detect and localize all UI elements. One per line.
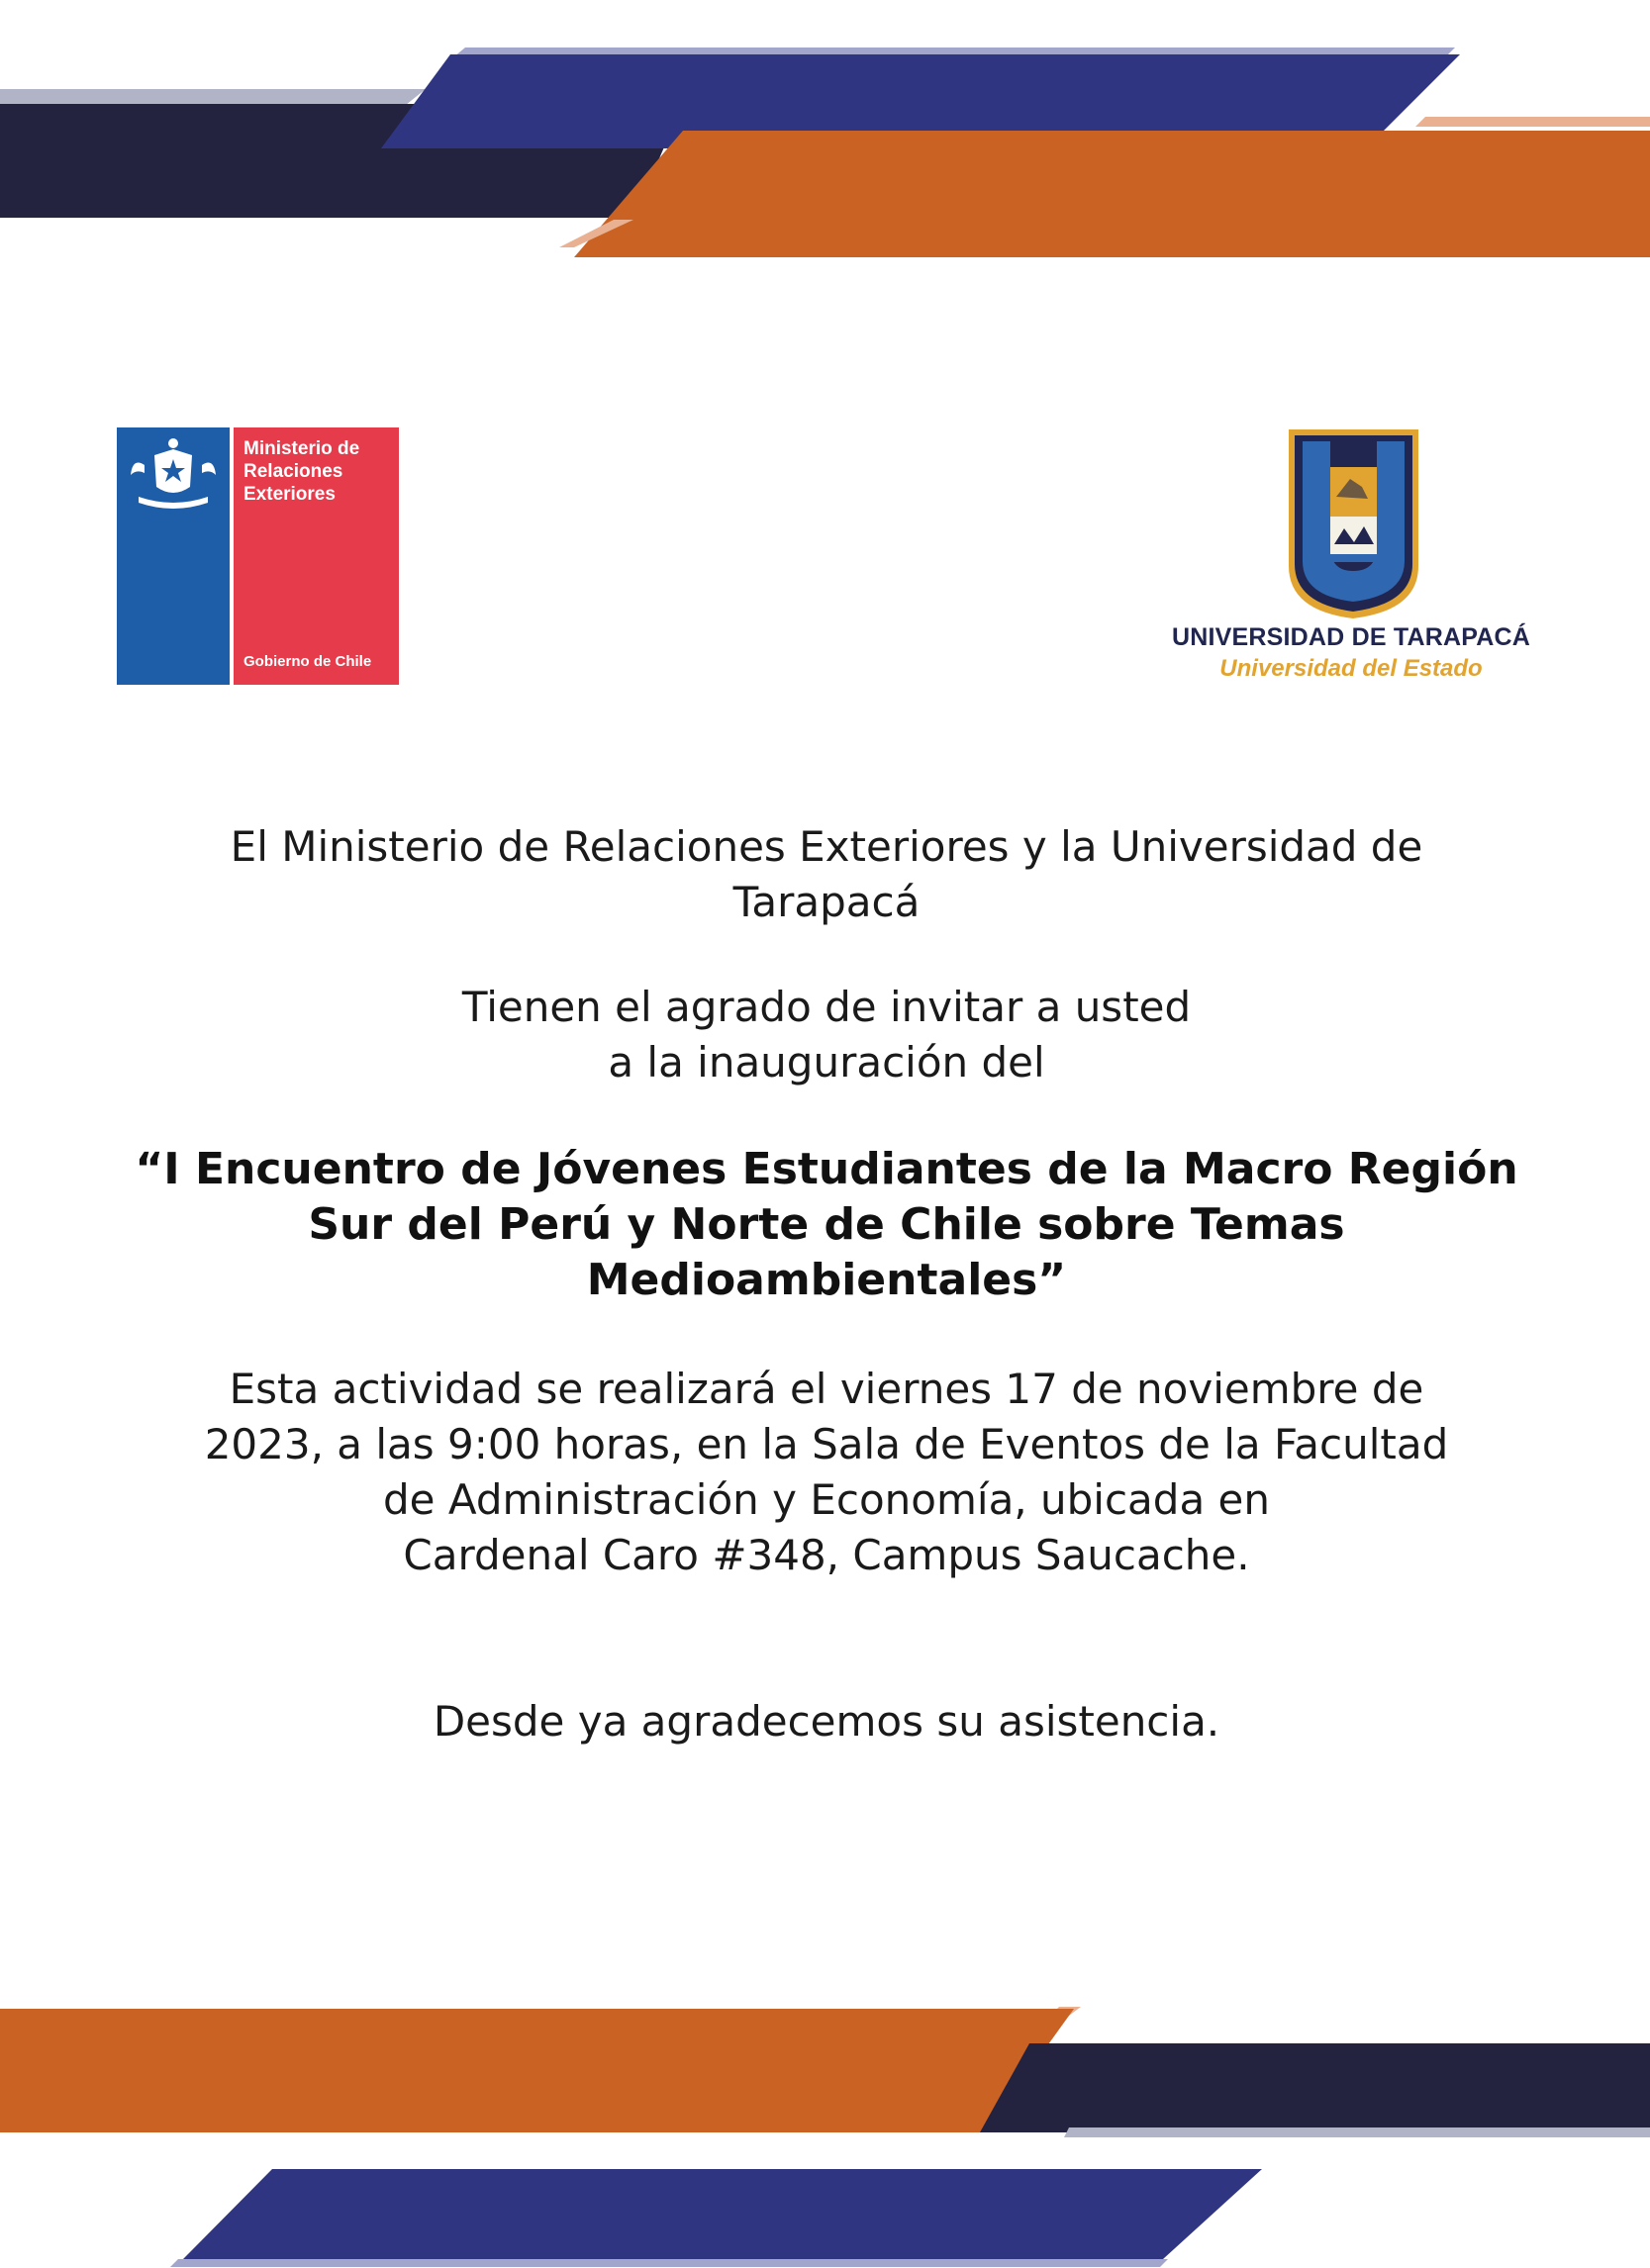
university-subtitle: Universidad del Estado [1219,655,1483,682]
event-title-line: “I Encuentro de Jóvenes Estudiantes de la Macro Región [135,1144,1518,1194]
details-line: Esta actividad se realizará el viernes 17 de noviembre de [229,1365,1424,1413]
event-details [119,1362,1534,1583]
event-title-line: Medioambientales” [586,1255,1067,1305]
bottom-decorative-bands [0,1989,1650,2268]
event-title-line: Sur del Perú y Norte de Chile sobre Temas [308,1199,1345,1250]
university-shield-icon [1287,427,1420,620]
hosts-paragraph [119,819,1534,930]
university-logo [1168,427,1544,685]
details-line: Cardenal Caro #348, Campus Saucache. [403,1531,1250,1579]
details-line: 2023, a las 9:00 horas, en la Sala de Eventos de la Facultad [204,1420,1449,1468]
invite-paragraph [119,980,1534,1090]
event-title [119,1142,1534,1308]
hosts-line: Tarapacá [732,878,921,926]
university-name: UNIVERSIDAD DE TARAPACÁ [1171,623,1531,651]
ministry-logo [117,427,399,685]
government-label: Gobierno de Chile [243,653,372,670]
invite-line: a la inauguración del [608,1038,1045,1087]
closing-line: Desde ya agradecemos su asistencia. [433,1697,1220,1746]
top-decorative-bands [0,0,1650,267]
chile-coat-of-arms-icon [125,435,222,515]
closing-paragraph [119,1694,1534,1749]
ministry-name: Ministerio de Relaciones Exteriores [243,438,360,505]
invite-line: Tienen el agrado de invitar a usted [461,983,1192,1031]
details-line: de Administración y Economía, ubicada en [382,1475,1270,1524]
hosts-line: El Ministerio de Relaciones Exteriores y la Universidad de [230,822,1423,871]
